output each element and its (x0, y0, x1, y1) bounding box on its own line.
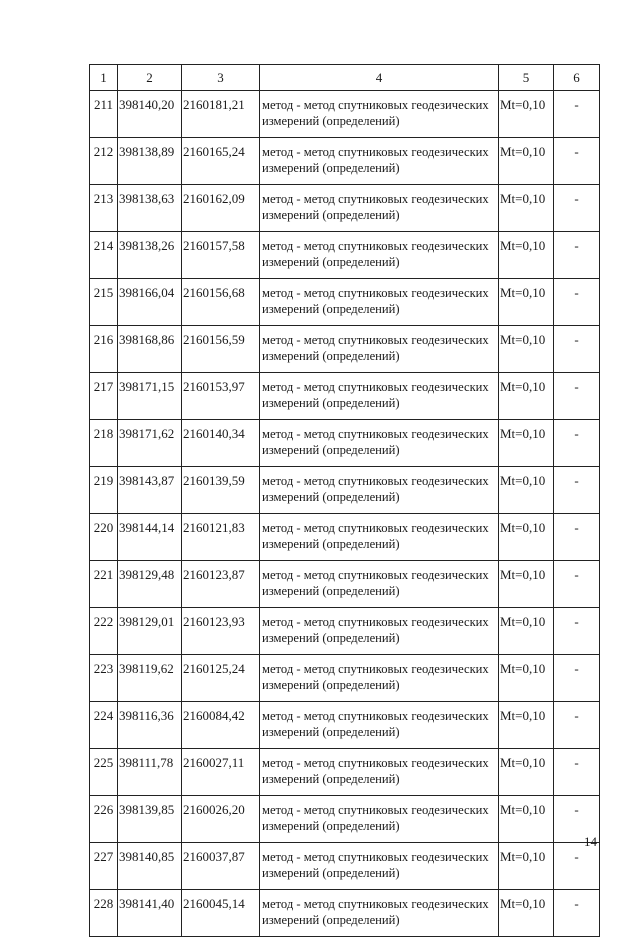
method-text-line-1: метод - метод спутниковых геодезических (262, 709, 489, 723)
column-header-6: 6 (554, 65, 600, 91)
y-coordinate-cell: 2160139,59 (182, 467, 260, 514)
method-text-line-2: измерений (определений) (262, 349, 400, 363)
point-number-cell: 213 (90, 185, 118, 232)
table-row (90, 467, 600, 514)
accuracy-cell: Mt=0,10 (499, 373, 554, 420)
x-coordinate-cell: 398139,85 (118, 796, 182, 843)
x-coordinate-cell: 398171,62 (118, 420, 182, 467)
table-row (90, 702, 600, 749)
table-row (90, 279, 600, 326)
accuracy-cell: Mt=0,10 (499, 326, 554, 373)
y-coordinate-cell: 2160165,24 (182, 138, 260, 185)
accuracy-cell: Mt=0,10 (499, 796, 554, 843)
method-text-line-2: измерений (определений) (262, 161, 400, 175)
method-cell (260, 373, 499, 420)
point-number-cell: 211 (90, 91, 118, 138)
y-coordinate-cell: 2160123,87 (182, 561, 260, 608)
x-coordinate-cell: 398129,01 (118, 608, 182, 655)
y-coordinate-cell: 2160153,97 (182, 373, 260, 420)
note-cell: - (554, 373, 600, 420)
y-coordinate-cell: 2160026,20 (182, 796, 260, 843)
table-row (90, 843, 600, 890)
column-header-3: 3 (182, 65, 260, 91)
point-number-cell: 222 (90, 608, 118, 655)
point-number-cell: 217 (90, 373, 118, 420)
point-number-cell: 212 (90, 138, 118, 185)
y-coordinate-cell: 2160140,34 (182, 420, 260, 467)
x-coordinate-cell: 398140,20 (118, 91, 182, 138)
point-number-cell: 215 (90, 279, 118, 326)
table-row (90, 232, 600, 279)
page-number: 14 (584, 834, 597, 849)
table-row (90, 138, 600, 185)
y-coordinate-cell: 2160162,09 (182, 185, 260, 232)
note-cell: - (554, 232, 600, 279)
method-text-line-2: измерений (определений) (262, 631, 400, 645)
method-text-line-1: метод - метод спутниковых геодезических (262, 145, 489, 159)
table-row (90, 185, 600, 232)
method-cell (260, 655, 499, 702)
note-cell: - (554, 890, 600, 937)
accuracy-cell: Mt=0,10 (499, 890, 554, 937)
note-cell: - (554, 91, 600, 138)
point-number-cell: 221 (90, 561, 118, 608)
accuracy-cell: Mt=0,10 (499, 138, 554, 185)
x-coordinate-cell: 398171,15 (118, 373, 182, 420)
method-text-line-1: метод - метод спутниковых геодезических (262, 380, 489, 394)
table-row (90, 373, 600, 420)
table-row (90, 420, 600, 467)
point-number-cell: 228 (90, 890, 118, 937)
column-header-1: 1 (90, 65, 118, 91)
method-text-line-1: метод - метод спутниковых геодезических (262, 333, 489, 347)
x-coordinate-cell: 398166,04 (118, 279, 182, 326)
column-header-4: 4 (260, 65, 499, 91)
y-coordinate-cell: 2160156,68 (182, 279, 260, 326)
method-cell (260, 279, 499, 326)
x-coordinate-cell: 398144,14 (118, 514, 182, 561)
table-row (90, 608, 600, 655)
point-number-cell: 224 (90, 702, 118, 749)
x-coordinate-cell: 398138,63 (118, 185, 182, 232)
table-row (90, 749, 600, 796)
table-row (90, 796, 600, 843)
method-cell (260, 843, 499, 890)
note-cell: - (554, 843, 600, 890)
method-text-line-1: метод - метод спутниковых геодезических (262, 239, 489, 253)
method-text-line-1: метод - метод спутниковых геодезических (262, 568, 489, 582)
point-number-cell: 227 (90, 843, 118, 890)
method-cell (260, 796, 499, 843)
x-coordinate-cell: 398168,86 (118, 326, 182, 373)
y-coordinate-cell: 2160123,93 (182, 608, 260, 655)
method-text-line-2: измерений (определений) (262, 678, 400, 692)
accuracy-cell: Mt=0,10 (499, 420, 554, 467)
method-text-line-2: измерений (определений) (262, 725, 400, 739)
method-cell (260, 561, 499, 608)
accuracy-cell: Mt=0,10 (499, 608, 554, 655)
accuracy-cell: Mt=0,10 (499, 702, 554, 749)
accuracy-cell: Mt=0,10 (499, 232, 554, 279)
table-row (90, 326, 600, 373)
method-cell (260, 138, 499, 185)
method-cell (260, 232, 499, 279)
method-cell (260, 467, 499, 514)
x-coordinate-cell: 398143,87 (118, 467, 182, 514)
y-coordinate-cell: 2160045,14 (182, 890, 260, 937)
table-row (90, 91, 600, 138)
note-cell: - (554, 420, 600, 467)
method-cell (260, 890, 499, 937)
method-text-line-1: метод - метод спутниковых геодезических (262, 427, 489, 441)
method-cell (260, 91, 499, 138)
method-text-line-2: измерений (определений) (262, 866, 400, 880)
point-number-cell: 216 (90, 326, 118, 373)
method-text-line-1: метод - метод спутниковых геодезических (262, 662, 489, 676)
method-text-line-1: метод - метод спутниковых геодезических (262, 286, 489, 300)
y-coordinate-cell: 2160037,87 (182, 843, 260, 890)
x-coordinate-cell: 398129,48 (118, 561, 182, 608)
note-cell: - (554, 185, 600, 232)
table-row (90, 655, 600, 702)
table-row (90, 561, 600, 608)
x-coordinate-cell: 398116,36 (118, 702, 182, 749)
accuracy-cell: Mt=0,10 (499, 185, 554, 232)
method-text-line-2: измерений (определений) (262, 913, 400, 927)
point-number-cell: 219 (90, 467, 118, 514)
note-cell: - (554, 467, 600, 514)
method-text-line-2: измерений (определений) (262, 819, 400, 833)
note-cell: - (554, 796, 600, 843)
accuracy-cell: Mt=0,10 (499, 561, 554, 608)
method-text-line-1: метод - метод спутниковых геодезических (262, 756, 489, 770)
method-text-line-1: метод - метод спутниковых геодезических (262, 474, 489, 488)
accuracy-cell: Mt=0,10 (499, 91, 554, 138)
method-text-line-1: метод - метод спутниковых геодезических (262, 850, 489, 864)
note-cell: - (554, 702, 600, 749)
method-text-line-2: измерений (определений) (262, 490, 400, 504)
x-coordinate-cell: 398119,62 (118, 655, 182, 702)
column-header-2: 2 (118, 65, 182, 91)
method-cell (260, 420, 499, 467)
accuracy-cell: Mt=0,10 (499, 467, 554, 514)
x-coordinate-cell: 398138,26 (118, 232, 182, 279)
method-text-line-1: метод - метод спутниковых геодезических (262, 897, 489, 911)
x-coordinate-cell: 398111,78 (118, 749, 182, 796)
method-text-line-2: измерений (определений) (262, 208, 400, 222)
method-cell (260, 326, 499, 373)
table-header (90, 65, 600, 91)
method-text-line-2: измерений (определений) (262, 584, 400, 598)
method-text-line-2: измерений (определений) (262, 114, 400, 128)
y-coordinate-cell: 2160181,21 (182, 91, 260, 138)
method-text-line-1: метод - метод спутниковых геодезических (262, 192, 489, 206)
accuracy-cell: Mt=0,10 (499, 514, 554, 561)
y-coordinate-cell: 2160125,24 (182, 655, 260, 702)
note-cell: - (554, 608, 600, 655)
coordinates-table (89, 64, 600, 937)
point-number-cell: 220 (90, 514, 118, 561)
method-cell (260, 514, 499, 561)
accuracy-cell: Mt=0,10 (499, 843, 554, 890)
note-cell: - (554, 279, 600, 326)
point-number-cell: 226 (90, 796, 118, 843)
note-cell: - (554, 561, 600, 608)
method-cell (260, 749, 499, 796)
method-text-line-2: измерений (определений) (262, 443, 400, 457)
method-cell (260, 608, 499, 655)
point-number-cell: 214 (90, 232, 118, 279)
accuracy-cell: Mt=0,10 (499, 279, 554, 326)
x-coordinate-cell: 398141,40 (118, 890, 182, 937)
table-body (90, 91, 600, 937)
method-text-line-2: измерений (определений) (262, 302, 400, 316)
method-text-line-1: метод - метод спутниковых геодезических (262, 615, 489, 629)
y-coordinate-cell: 2160027,11 (182, 749, 260, 796)
note-cell: - (554, 749, 600, 796)
table-row (90, 514, 600, 561)
y-coordinate-cell: 2160084,42 (182, 702, 260, 749)
method-text-line-2: измерений (определений) (262, 772, 400, 786)
x-coordinate-cell: 398140,85 (118, 843, 182, 890)
method-text-line-2: измерений (определений) (262, 537, 400, 551)
note-cell: - (554, 326, 600, 373)
note-cell: - (554, 138, 600, 185)
method-cell (260, 185, 499, 232)
point-number-cell: 218 (90, 420, 118, 467)
note-cell: - (554, 514, 600, 561)
y-coordinate-cell: 2160121,83 (182, 514, 260, 561)
method-text-line-1: метод - метод спутниковых геодезических (262, 803, 489, 817)
method-text-line-1: метод - метод спутниковых геодезических (262, 521, 489, 535)
y-coordinate-cell: 2160156,59 (182, 326, 260, 373)
method-text-line-1: метод - метод спутниковых геодезических (262, 98, 489, 112)
x-coordinate-cell: 398138,89 (118, 138, 182, 185)
method-cell (260, 702, 499, 749)
accuracy-cell: Mt=0,10 (499, 749, 554, 796)
y-coordinate-cell: 2160157,58 (182, 232, 260, 279)
accuracy-cell: Mt=0,10 (499, 655, 554, 702)
note-cell: - (554, 655, 600, 702)
table-row (90, 890, 600, 937)
method-text-line-2: измерений (определений) (262, 255, 400, 269)
point-number-cell: 225 (90, 749, 118, 796)
header-row (90, 65, 600, 91)
point-number-cell: 223 (90, 655, 118, 702)
method-text-line-2: измерений (определений) (262, 396, 400, 410)
column-header-5: 5 (499, 65, 554, 91)
